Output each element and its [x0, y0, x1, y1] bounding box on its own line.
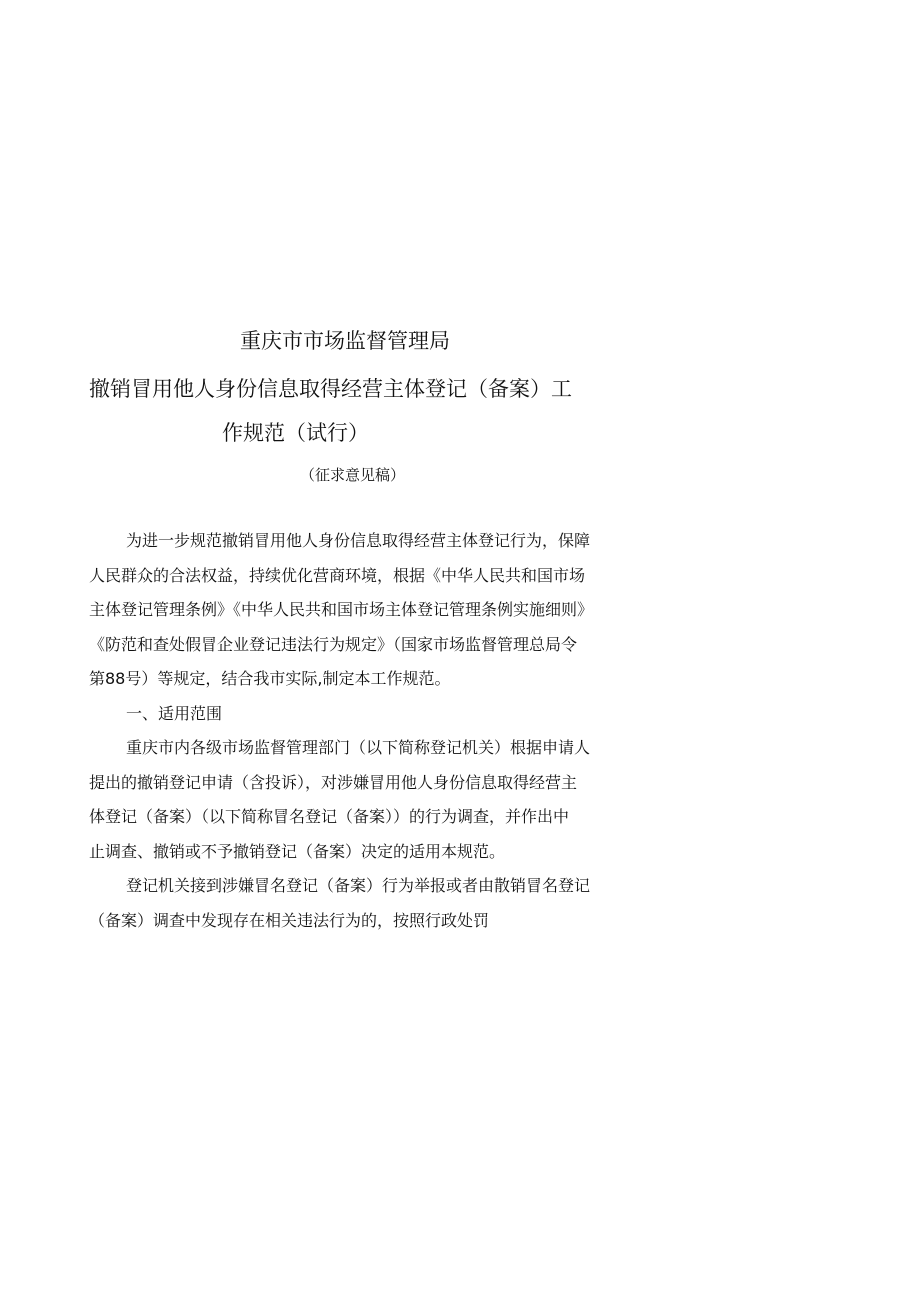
body-line-12: （备案）调查中发现存在相关违法行为的，按照行政处罚 [89, 911, 490, 930]
body-line-2: 人民群众的合法权益，持续优化营商环境，根据《中华人民共和国市场 [89, 566, 586, 585]
body-line-10: 止调查、撤销或不予撤销登记（备案）决定的适用本规范。 [89, 842, 506, 861]
main-title-line-2: 作规范（试行） [222, 421, 369, 445]
body-line-3: 主体登记管理条例》《中华人民共和国市场主体登记管理条例实施细则》 [89, 600, 594, 619]
main-title-line-1: 撤销冒用他人身份信息取得经营主体登记（备案）工 [89, 377, 572, 401]
section-heading-scope: 一、适用范围 [126, 704, 223, 723]
body-line-7: 重庆市内各级市场监督管理部门（以下简称登记机关）根据申请人 [126, 738, 591, 757]
body-line-5: 第88号）等规定，结合我市实际,制定本工作规范。 [89, 669, 451, 688]
body-line-1: 为进一步规范撤销冒用他人身份信息取得经营主体登记行为，保障 [126, 531, 591, 550]
body-line-9: 体登记（备案）（以下简称冒名登记（备案））的行为调查，并作出中 [89, 807, 570, 826]
body-line-11: 登记机关接到涉嫌冒名登记（备案）行为举报或者由散销冒名登记 [126, 876, 591, 895]
body-line-4: 《防范和查处假冒企业登记违法行为规定》（国家市场监督管理总局令 [89, 635, 578, 654]
draft-note: （征求意见稿） [300, 466, 406, 484]
body-line-8: 提出的撤销登记申请（含投诉），对涉嫌冒用他人身份信息取得经营主 [89, 773, 578, 792]
org-title: 重庆市市场监督管理局 [240, 329, 450, 353]
